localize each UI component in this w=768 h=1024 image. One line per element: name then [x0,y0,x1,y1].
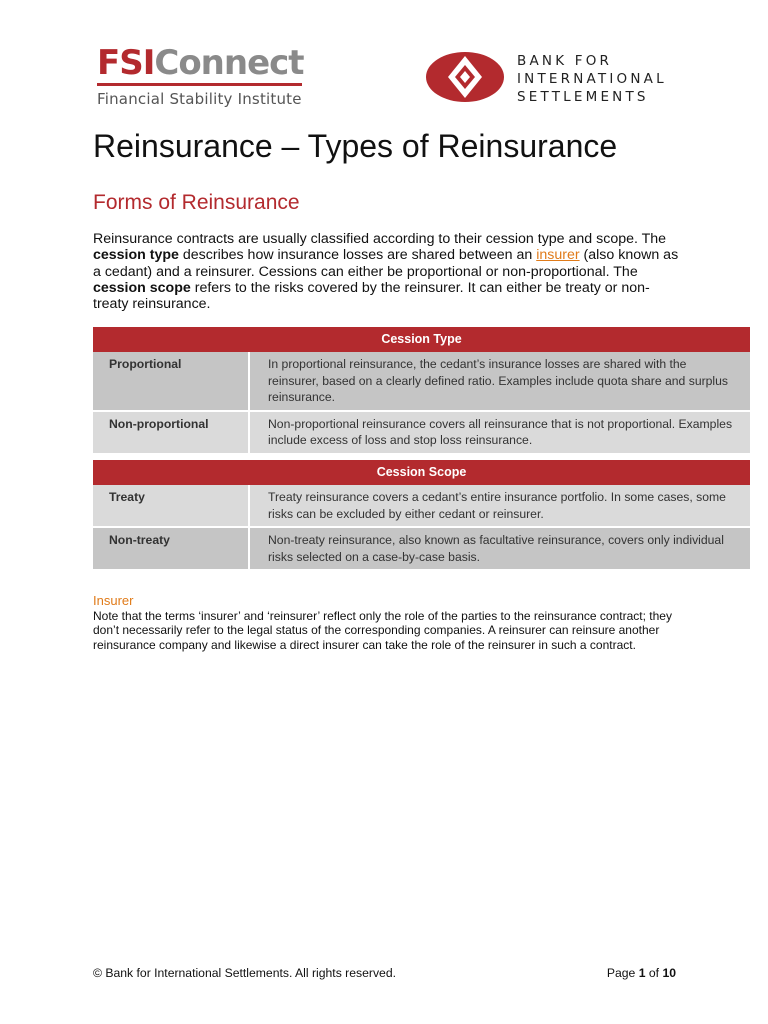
cession-type-header: Cession Type [93,327,750,352]
page-title: Reinsurance – Types of Reinsurance [93,128,618,164]
connect-wordmark: Connect [154,43,304,83]
table-row [93,528,750,569]
copyright-text: © Bank for International Settlements. All rights reserved. [93,966,396,980]
bis-line-2: INTERNATIONAL [517,71,667,87]
table-definition: Non-proportional reinsurance covers all reinsurance that is not proportional. Examples include excess of loss and stop loss reinsurance. [249,412,750,453]
cession-type-table [93,327,750,453]
table-header-row [93,327,750,352]
bis-line-3: SETTLEMENTS [517,89,649,105]
page-header [0,0,768,120]
intro-text-4: refers to the risks covered by the reinsurer. It can either be treaty or non-treaty reinsurance. [93,279,650,313]
bis-logo [426,50,686,106]
note-title: Insurer [93,593,134,608]
table-row [93,485,750,526]
bis-diamond-emblem-icon [426,50,506,104]
fsi-logo-subtitle: Financial Stability Institute [97,90,302,108]
bis-line-1: BANK FOR [517,53,613,69]
fsi-wordmark: FSI [97,43,155,83]
intro-paragraph [93,231,683,312]
page-number [607,965,676,981]
cession-scope-term: cession scope [93,279,191,296]
table-definition: In proportional reinsurance, the cedant’s insurance losses are shared with the reinsurer, based on a clearly defined ratio. Examples include quota share and surplus reinsurance. [249,352,750,410]
page-total: 10 [662,966,676,980]
insurer-link[interactable]: insurer [536,247,580,264]
table-row [93,412,750,453]
page-label: Page [606,966,639,980]
section-title: Forms of Reinsurance [93,191,300,214]
bis-wordmark [517,52,667,106]
fsi-connect-wordmark [97,44,304,82]
table-definition: Treaty reinsurance covers a cedant’s entire insurance portfolio. In some cases, some risks can be excluded by either cedant or reinsurer. [249,485,750,526]
table-term: Treaty [93,485,249,526]
cession-type-term: cession type [93,247,179,264]
fsi-logo-rule [97,83,302,86]
page-footer [93,965,676,981]
intro-text-1: Reinsurance contracts are usually classified according to their cession type and scope. The [93,231,667,247]
table-term: Proportional [93,352,249,410]
fsi-connect-logo [97,44,304,108]
page-of: of [645,966,663,980]
intro-text-3: (also known as a cedant) and a reinsurer. Cessions can either be proportional or non-proportional. The [93,247,679,280]
insurer-note [93,593,673,652]
table-row [93,352,750,410]
note-body: Note that the terms ‘insurer’ and ‘reinsurer’ reflect only the role of the parties to the reinsurance contract; they don’t necessarily refer to the legal status of the corresponding companies. A reinsurer can reinsure another reinsurance company and likewise a direct insurer can take the role of the reinsurer in such a contract. [93,609,672,652]
cession-scope-table [93,460,750,569]
table-definition: Non-treaty reinsurance, also known as facultative reinsurance, covers only individual risks selected on a case-by-case basis. [249,528,750,569]
cession-scope-header: Cession Scope [93,460,750,485]
table-header-row [93,460,750,485]
intro-text-2: describes how insurance losses are shared between an [178,247,537,264]
table-term: Non-treaty [93,528,249,569]
page-current: 1 [638,966,646,980]
table-term: Non-proportional [93,412,249,453]
